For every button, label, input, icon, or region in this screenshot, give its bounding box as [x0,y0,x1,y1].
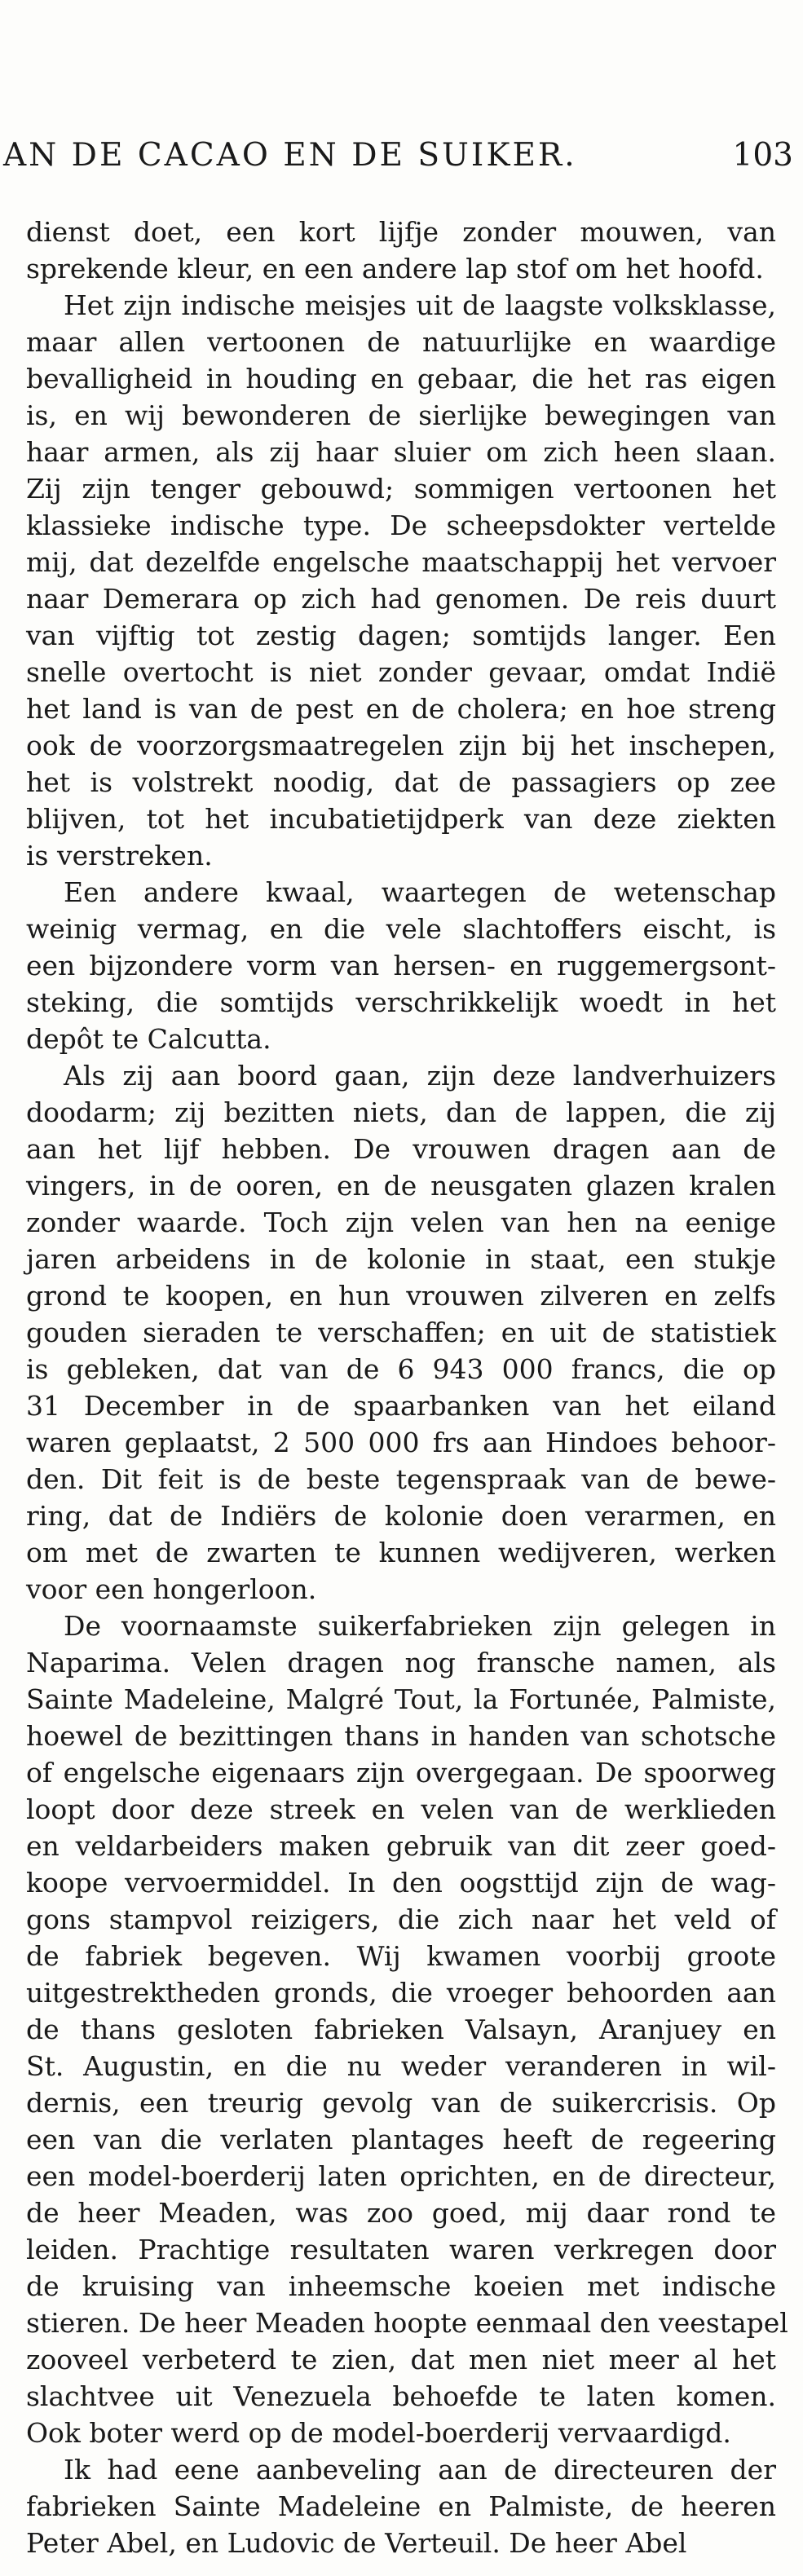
text-line: de kruising van inheemsche koeien met indische [26,2270,776,2302]
text-line: gons stampvol reizigers, die zich naar het veld of [26,1903,776,1935]
text-line: Ook boter werd op de model-boerderij vervaardigd. [26,2417,731,2449]
paragraph [26,874,776,1057]
text-line: steking, die somtijds verschrikkelijk woedt in het [26,986,776,1018]
text-line: om met de zwarten te kunnen wedijveren, werken [26,1537,776,1568]
text-line: doodarm; zij bezitten niets, dan de lappen, die zij [26,1096,776,1128]
text-line: het is volstrekt noodig, dat de passagiers op zee [26,766,776,798]
text-line: loopt door deze streek en velen van de werklieden [26,1793,776,1825]
text-line: Ik had eene aanbeveling aan de directeuren der [64,2454,776,2486]
text-line: slachtvee uit Venezuela behoefde te laten komen. [26,2380,776,2412]
text-line: de fabriek begeven. Wij kwamen voorbij groote [26,1940,776,1972]
text-line: haar armen, als zij haar sluier om zich heen slaan. [26,436,776,468]
text-line: en veldarbeiders maken gebruik van dit zeer goed- [26,1830,776,1862]
running-head [0,137,803,186]
body-text [26,214,788,2561]
text-line: maar allen vertoonen de natuurlijke en waardige [26,326,776,358]
text-line: dernis, een treurig gevolg van de suikercrisis. Op [26,2087,776,2119]
text-line: Peter Abel, en Ludovic de Verteuil. De heer Abel [26,2527,687,2559]
text-line: stieren. De heer Meaden hoopte eenmaal den veestapel [26,2307,788,2339]
text-line: mij, dat dezelfde engelsche maatschappij het vervoer [26,546,776,578]
text-line: blijven, tot het incubatietijdperk van deze ziekten [26,803,776,835]
text-line: zooveel verbeterd te zien, dat men niet meer al het [26,2344,776,2375]
text-line: is gebleken, dat van de 6 943 000 francs, die op [26,1353,776,1385]
text-line: hoewel de bezittingen thans in handen van schotsche [26,1720,776,1752]
text-line: 31 December in de spaarbanken van het eiland [26,1390,776,1422]
page-number: 103 [732,137,793,174]
text-line: voor een hongerloon. [26,1573,317,1605]
paragraph [26,2451,776,2561]
text-line: uitgestrektheden gronds, die vroeger behoorden aan [26,1977,776,2009]
text-line: den. Dit feit is de beste tegenspraak van de bewe- [26,1463,776,1495]
text-line: een bijzondere vorm van hersen- en ruggemergsont- [26,950,776,981]
text-line: weinig vermag, en die vele slachtoffers eischt, is [26,913,776,945]
text-line: een model-boerderij laten oprichten, en de directeur, [26,2160,776,2192]
text-line: de heer Meaden, was zoo goed, mij daar rond te [26,2197,776,2229]
text-line: dienst doet, een kort lijfje zonder mouwen, van [26,216,776,248]
text-line: snelle overtocht is niet zonder gevaar, omdat Indië [26,656,776,688]
paragraph [26,287,776,874]
paragraph [26,1057,776,1608]
text-line: naar Demerara op zich had genomen. De reis duurt [26,583,776,615]
text-line: St. Augustin, en die nu weder veranderen in wil- [26,2050,776,2082]
running-title: AN DE CACAO EN DE SUIKER. [3,137,577,174]
text-line: gouden sieraden te verschaffen; en uit de statistiek [26,1317,776,1348]
text-line: of engelsche eigenaars zijn overgegaan. De spoorweg [26,1757,776,1789]
text-line: jaren arbeidens in de kolonie in staat, een stukje [26,1243,776,1275]
text-line: een van die verlaten plantages heeft de regeering [26,2124,776,2155]
text-line: het land is van de pest en de cholera; en hoe streng [26,693,776,725]
text-line: van vijftig tot zestig dagen; somtijds langer. Een [26,620,776,651]
text-line: is verstreken. [26,840,213,871]
text-line: vingers, in de ooren, en de neusgaten glazen kralen [26,1170,776,1202]
text-line: waren geplaatst, 2 500 000 frs aan Hindoes behoor- [26,1427,776,1458]
text-line: Het zijn indische meisjes uit de laagste volksklasse, [64,289,776,321]
text-line: is, en wij bewonderen de sierlijke bewegingen van [26,399,776,431]
text-line: sprekende kleur, en een andere lap stof om het hoofd. [26,253,764,285]
paragraph [26,1608,788,2451]
text-line: Zij zijn tenger gebouwd; sommigen vertoonen het [26,473,776,505]
text-line: De voornaamste suikerfabrieken zijn gelegen in [64,1610,776,1642]
text-line: Als zij aan boord gaan, zijn deze landverhuizers [64,1060,776,1092]
text-line: Naparima. Velen dragen nog fransche namen, als [26,1647,776,1678]
text-line: zonder waarde. Toch zijn velen van hen na eenige [26,1206,776,1238]
text-line: bevalligheid in houding en gebaar, die het ras eigen [26,363,776,395]
paragraph [26,214,776,287]
text-line: de thans gesloten fabrieken Valsayn, Aranjuey en [26,2014,776,2045]
text-line: depôt te Calcutta. [26,1023,271,1055]
text-line: leiden. Prachtige resultaten waren verkregen door [26,2234,776,2265]
text-line: fabrieken Sainte Madeleine en Palmiste, de heeren [26,2490,776,2522]
text-line: koope vervoermiddel. In den oogsttijd zijn de wag- [26,1867,776,1899]
text-line: ook de voorzorgsmaatregelen zijn bij het inschepen, [26,730,776,761]
text-line: grond te koopen, en hun vrouwen zilveren en zelfs [26,1280,776,1312]
text-line: Sainte Madeleine, Malgré Tout, la Fortunée, Palmiste, [26,1683,776,1715]
text-line: klassieke indische type. De scheepsdokter vertelde [26,509,776,541]
text-line: Een andere kwaal, waartegen de wetenschap [64,876,776,908]
text-line: aan het lijf hebben. De vrouwen dragen aan de [26,1133,776,1165]
text-line: ring, dat de Indiërs de kolonie doen verarmen, en [26,1500,776,1532]
